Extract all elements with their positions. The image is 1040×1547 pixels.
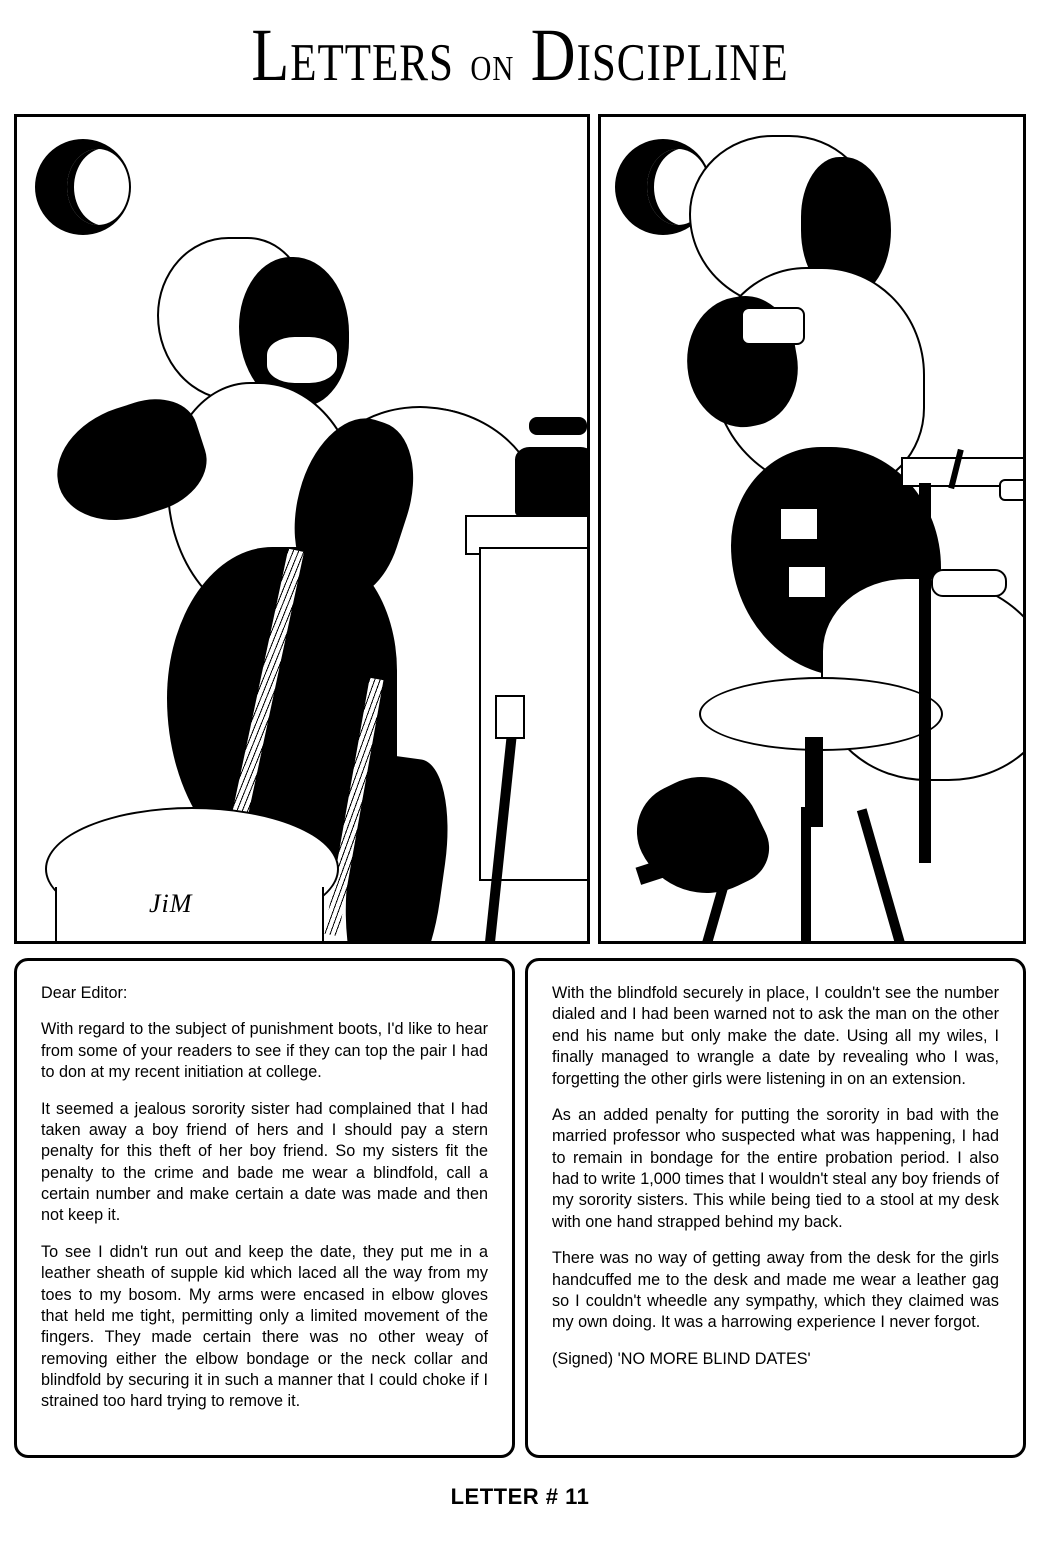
handcuffs-icon [931, 569, 1007, 597]
comic-panel-right [598, 114, 1026, 944]
stool-leg-3 [857, 808, 905, 944]
wrist-cuff [741, 307, 805, 345]
letter-paragraph: It seemed a jealous sorority sister had complained that I had taken away a boy friend of hers and I should pay a stern penalty for this theft of her boy friend. So my sisters fit the penalty to the crime and bade me wear a blindfold, call a certain number and make certain a date was made and then not keep it. [41, 1099, 488, 1225]
page-title [0, 14, 1040, 98]
page-title-part2: on [470, 36, 515, 93]
corset-buckle-2 [787, 565, 827, 599]
letter-text-row [14, 958, 1026, 1458]
comic-panel-left [14, 114, 590, 944]
page-title-part1: Letters [251, 14, 454, 98]
stool-leg-2 [801, 807, 811, 944]
figure2-boot-right [621, 757, 781, 917]
page-footer: LETTER # 11 [450, 1484, 590, 1509]
letter-paragraph: To see I didn't run out and keep the date, they put me in a leather sheath of supple kid which laced all the way from my toes to my bosom. My arms were encased in elbow gloves that held me tight, permitting only a limited movement of the fingers. They made certain there was no other weay of removing either the elbow bondage or the neck collar and blindfold by securing it in such a manner that I could choke if I strained too hard trying to remove it. [41, 1242, 488, 1411]
letter-signature: (Signed) 'NO MORE BLIND DATES' [552, 1349, 811, 1368]
letter-paragraph: There was no way of getting away from the desk for the girls handcuffed me to the desk and made me wear a leather gag so I couldn't wheedle any sympathy, which they claimed was my own doing. It was a harrowing experience I never forgot. [552, 1249, 999, 1332]
letter-column-right [525, 958, 1026, 1458]
strap-buckle [495, 695, 525, 739]
moon-icon [35, 139, 131, 235]
telephone-handset [529, 417, 587, 435]
page-title-part3: Discipline [530, 14, 789, 98]
letter-paragraph: With regard to the subject of punishment boots, I'd like to hear from some of your readers to see if they can top the pair I had to don at my recent initiation at college. [41, 1020, 488, 1082]
corset-buckle [779, 507, 819, 541]
artwork-row [14, 114, 1026, 944]
letter-paragraph: As an added penalty for putting the sorority in bad with the married professor who suspected what was happening, I had to remain in bondage for the entire probation period. I also had to write 1,000 times that I wouldn't steal any boy friends of my sorority sisters. This while being tied to a stool at my desk with one hand strapped behind my back. [552, 1105, 999, 1231]
inkwell-icon [999, 479, 1026, 501]
letter-salutation: Dear Editor: [41, 984, 128, 1002]
figure-gag [265, 335, 339, 385]
artist-signature: JiM [149, 889, 193, 918]
desk-leg [919, 483, 931, 863]
letter-column-left [14, 958, 515, 1458]
letter-paragraph: With the blindfold securely in place, I couldn't see the number dialed and I had been warned not to ask the man on the other end his name but only make the date. Using all my wiles, I finally managed to wrangle a date by revealing who I was, forgetting the other girls were listening in on an extension. [552, 984, 999, 1088]
